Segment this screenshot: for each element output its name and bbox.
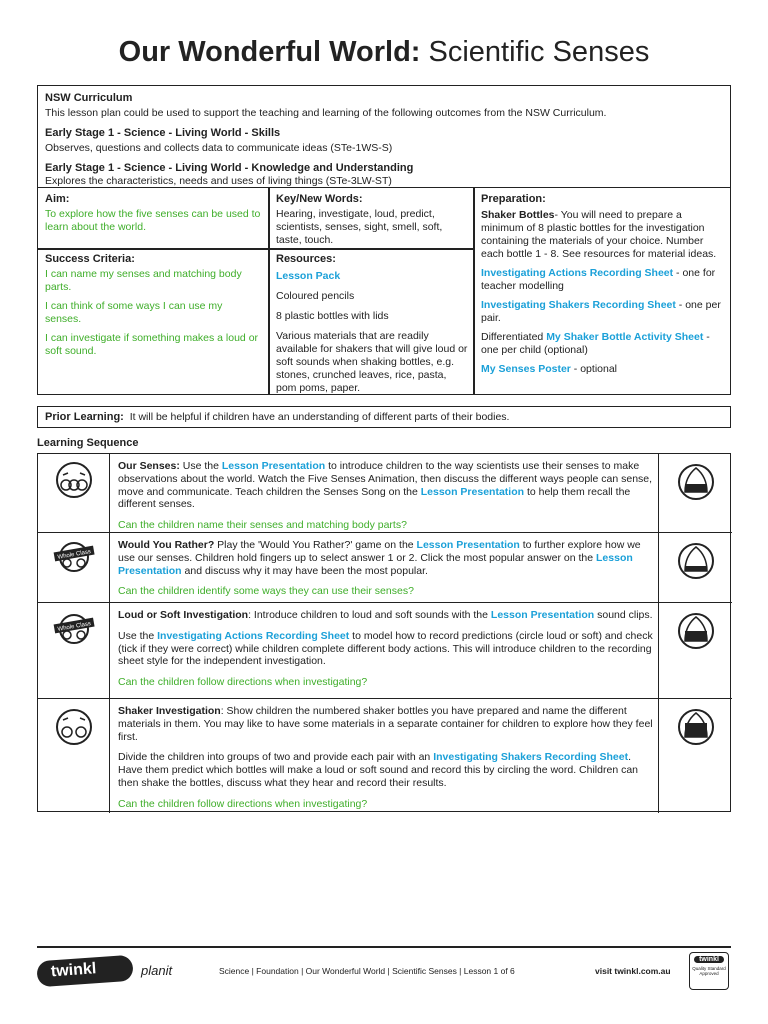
row1-icon-cell bbox=[38, 454, 110, 532]
prep-link-senses-poster[interactable]: My Senses Poster bbox=[481, 363, 571, 375]
title-rest: Scientific Senses bbox=[420, 36, 650, 68]
sequence-row-3 bbox=[38, 602, 732, 698]
footer bbox=[37, 952, 731, 992]
quality-badge bbox=[689, 952, 729, 990]
children-group-icon bbox=[38, 699, 110, 814]
row2-link-presentation-2[interactable]: Lesson Presentation bbox=[118, 551, 633, 577]
success-item-3: I can investigate if something makes a loud or soft sound. bbox=[45, 332, 259, 357]
prep-shaker bbox=[481, 209, 726, 261]
outcome1-text: Observes, questions and collects data to communicate ideas (STe-1WS-S) bbox=[45, 142, 393, 154]
row1-question: Can the children name their senses and matching body parts? bbox=[118, 519, 407, 532]
aim-heading: Aim: bbox=[45, 193, 70, 205]
col-divider-1 bbox=[268, 188, 270, 394]
resource-item-1: Coloured pencils bbox=[276, 290, 355, 302]
page-title bbox=[0, 36, 768, 69]
row4-title: Shaker Investigation bbox=[118, 705, 221, 717]
row1-title: Our Senses: bbox=[118, 460, 180, 472]
assessment-icon bbox=[659, 533, 733, 603]
prep-link-shakers-sheet[interactable]: Investigating Shakers Recording Sheet bbox=[481, 299, 676, 311]
resource-item-3: Various materials that are readily available for shakers that will give loud or soft sounds when shaking bottles, e.g. stones, crunched leaves, rice, pasta, pom poms, paper. bbox=[276, 330, 468, 394]
twinkl-logo[interactable] bbox=[36, 955, 134, 988]
whole-class-icon bbox=[38, 603, 110, 699]
footer-rule bbox=[37, 946, 731, 948]
row4-icon-cell bbox=[38, 699, 110, 813]
footer-info: Science | Foundation | Our Wonderful World | Scientific Senses | Lesson 1 of 6 bbox=[219, 966, 515, 976]
row3-t1: : Introduce children to loud and soft sounds with the bbox=[248, 609, 491, 621]
sequence-row-2 bbox=[38, 532, 732, 602]
success-heading: Success Criteria: bbox=[45, 253, 135, 265]
row3-question: Can the children follow directions when investigating? bbox=[118, 676, 368, 689]
row4-para2 bbox=[118, 751, 653, 789]
col-divider-2 bbox=[473, 188, 475, 394]
prior-label: Prior Learning: bbox=[45, 411, 124, 423]
curriculum-intro: This lesson plan could be used to support the teaching and learning of the following outcomes from the NSW Curriculum. bbox=[45, 107, 607, 119]
row2-text bbox=[118, 539, 653, 598]
row1-link-presentation[interactable]: Lesson Presentation bbox=[221, 460, 326, 472]
row1-text bbox=[118, 460, 653, 532]
success-item-2: I can think of some ways I can use my senses. bbox=[45, 300, 223, 325]
row3-para2 bbox=[118, 630, 653, 668]
prep-link-shaker-activity[interactable]: My Shaker Bottle Activity Sheet bbox=[546, 331, 704, 343]
whole-class-icon bbox=[38, 533, 110, 603]
row3-link-presentation[interactable]: Lesson Presentation bbox=[490, 609, 595, 621]
row2-t1: Play the 'Would You Rather?' game on the bbox=[214, 539, 417, 551]
outcome2-title: Early Stage 1 - Science - Living World - Knowledge and Understanding bbox=[45, 162, 414, 174]
row4-p2a: Divide the children into groups of two and provide each pair with an bbox=[118, 751, 434, 764]
row1-assessment-cell bbox=[658, 454, 732, 532]
row3-title: Loud or Soft Investigation bbox=[118, 609, 249, 621]
quality-badge-text: Quality Standard Approved bbox=[692, 966, 726, 976]
assessment-icon bbox=[659, 603, 733, 699]
row4-link-shakers-sheet[interactable]: Investigating Shakers Recording Sheet bbox=[433, 751, 629, 764]
row3-text bbox=[118, 609, 653, 689]
resources-heading: Resources: bbox=[276, 253, 336, 265]
prep-item-1 bbox=[481, 267, 726, 293]
title-bold: Our Wonderful World: bbox=[118, 36, 421, 68]
row4-assessment-cell bbox=[658, 699, 732, 813]
prep-shaker-text: - You will need to prepare a minimum of 8 plastic bottles for the investigation containing the materials of your choice. Number each bottle 1 - 8. See resources for material ideas. bbox=[481, 209, 717, 260]
footer-site-link[interactable]: visit twinkl.com.au bbox=[595, 966, 671, 976]
success-item-1: I can name my senses and matching body parts. bbox=[45, 268, 242, 293]
curriculum-box bbox=[37, 85, 731, 188]
resource-item-2: 8 plastic bottles with lids bbox=[276, 310, 389, 322]
row4-question: Can the children follow directions when investigating? bbox=[118, 797, 368, 810]
prep-link-actions-sheet[interactable]: Investigating Actions Recording Sheet bbox=[481, 267, 674, 279]
row4-p2b: . Have them predict which bottles will make a loud or soft sound and record this by circling the word. Children can then shake the bottles, discuss what they hear and record their results. bbox=[118, 751, 639, 789]
row3-p2a: Use the bbox=[118, 629, 158, 642]
assessment-icon bbox=[659, 454, 733, 532]
res-divider bbox=[268, 248, 473, 250]
prior-learning-box bbox=[37, 406, 731, 428]
prior-text: It will be helpful if children have an understanding of different parts of their bodies. bbox=[129, 411, 510, 423]
aim-divider bbox=[38, 248, 268, 250]
keywords-heading: Key/New Words: bbox=[276, 193, 363, 205]
row2-link-presentation[interactable]: Lesson Presentation bbox=[416, 539, 520, 551]
prep-item-3 bbox=[481, 331, 726, 357]
keywords-text: Hearing, investigate, loud, predict, scientists, senses, sight, smell, soft, taste, touch. bbox=[276, 208, 443, 246]
row2-icon-cell bbox=[38, 533, 110, 602]
outcome2-text: Explores the characteristics, needs and uses of living things (STe-3LW-ST) bbox=[45, 175, 392, 187]
row4-text bbox=[118, 705, 653, 811]
planit-logo: planit bbox=[141, 963, 173, 978]
prep-diff-prefix: Differentiated bbox=[481, 331, 547, 343]
prep-item-2 bbox=[481, 299, 726, 325]
row2-question: Can the children identify some ways they can use their senses? bbox=[118, 585, 414, 598]
plan-grid bbox=[37, 187, 731, 395]
assessment-icon bbox=[659, 699, 733, 814]
row3-link-actions-sheet[interactable]: Investigating Actions Recording Sheet bbox=[157, 629, 350, 642]
row1-link-presentation-2[interactable]: Lesson Presentation bbox=[420, 485, 525, 498]
row1-t3: to help them recall the different senses. bbox=[118, 485, 631, 511]
row1-t1: Use the bbox=[179, 460, 222, 472]
row1-t2: to introduce children to the way scientists use their senses to make observations about the world. Watch the Five Senses Animation, then discuss the different ways people can sense, move and communicate. Teach children the Senses Song on the bbox=[118, 460, 653, 498]
row2-t2: to further explore how we use our senses. Children hold fingers up to select answer 1 or 2. Click the most popular answer on the bbox=[118, 539, 641, 564]
sequence-row-4 bbox=[38, 698, 732, 813]
prep-item-4 bbox=[481, 363, 726, 376]
curriculum-heading: NSW Curriculum bbox=[45, 92, 133, 104]
quality-badge-logo: twinkl bbox=[694, 956, 724, 963]
twinkl-logo-text: twinkl bbox=[50, 960, 97, 981]
preparation-heading: Preparation: bbox=[481, 193, 546, 205]
row3-t2: sound clips. bbox=[594, 609, 653, 621]
row2-title: Would You Rather? bbox=[118, 539, 215, 551]
row3-assessment-cell bbox=[658, 603, 732, 698]
prep-item-3-text: - one per child (optional) bbox=[481, 331, 710, 356]
row2-t3: and discuss why it may have been the most popular. bbox=[181, 564, 428, 577]
resources-link-lesson-pack[interactable]: Lesson Pack bbox=[276, 270, 341, 282]
prep-item-1-text: - one for teacher modelling bbox=[481, 267, 716, 292]
prep-item-4-text: - optional bbox=[570, 363, 618, 375]
prep-item-2-text: - one per pair. bbox=[481, 299, 721, 324]
row3-icon-cell bbox=[38, 603, 110, 698]
children-group-icon bbox=[38, 454, 110, 532]
learning-sequence-table bbox=[37, 453, 731, 812]
learning-sequence-heading: Learning Sequence bbox=[37, 437, 139, 449]
row4-t1: : Show children the numbered shaker bottles you have prepared and name the different materials in them. You may like to have some materials in a separate container for children to explore how they feel first. bbox=[118, 705, 653, 743]
sequence-row-1 bbox=[38, 454, 732, 532]
prep-shaker-label: Shaker Bottles bbox=[481, 209, 555, 221]
row2-badge: Whole Class bbox=[57, 549, 92, 561]
outcome1-title: Early Stage 1 - Science - Living World - Skills bbox=[45, 127, 281, 139]
row3-p2b: to model how to record predictions (circle loud or soft) and check (tick if they were correct) while children complete different body actions. This will introduce children to the recording sheet style for the independent investigation. bbox=[118, 629, 653, 668]
aim-text: To explore how the five senses can be used to learn about the world. bbox=[45, 208, 261, 233]
row2-assessment-cell bbox=[658, 533, 732, 602]
row3-badge: Whole Class bbox=[57, 621, 92, 633]
